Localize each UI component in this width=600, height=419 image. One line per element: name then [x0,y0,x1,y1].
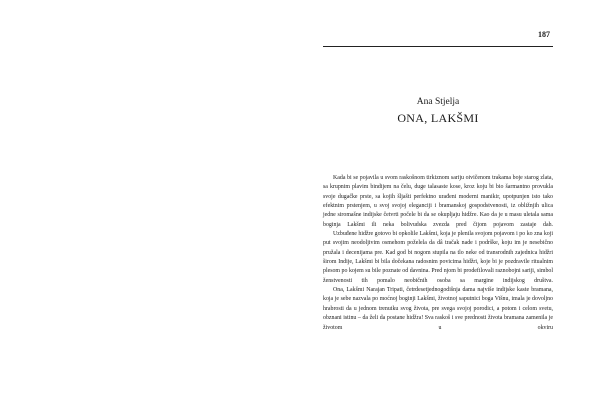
header-rule [323,46,553,47]
body-text [323,174,553,333]
page-number: 187 [538,30,550,39]
paragraph: Uzbuđene hidžre gotovo bi opkolile Lakšmi, koja je plenila svojom pojavom i po ko zna koji put svojim neodoljivim osmehom poželela da dâ tračak nade i podrške, koju im je nesebično pružala i decenijama pre. Kad god bi nogom stupila na tlo neke od transrodnih zajednica hidžri širom Indije, Lakšmi bi bila dočekana radosnim povicima hidžri, koje bi je pozdravile ritualnim plesom po kojem su bile poznate od davnina. Pred njom bi prodefilovali raznobojni sariji, simbol ženstvenosti tih pomalo neobičnih osoba sa margine indijskog društva. [323,231,553,284]
story-title: ONA, LAKŠMI [397,111,479,125]
author-name: Ana Stjelja [416,97,460,107]
paragraph: Ona, Lakšmi Narajan Tripati, četrdesetjednogodišnja dama najviše indijske kaste bramana, koja je sebe nazvala po moćnoj boginji Lakšmi, životnoj saputnici boga Višnu, imala je dovoljno hrabrosti da u jednom trenutku svog života, pre svega svojoj porodici, a potom i celom svetu, obznani istinu – da želi da postane hidžra! Sva raskoš i sve prednosti života bramana zamenila je životom u okviru [323,287,553,331]
paragraph: Kada bi se pojavila u svom raskošnom tirkiznom sariju oivičenom trakama boje starog zlata, sa krupnim plavim bindijem na čelu, duge talasaste kose, kroz koju bi bio šarmantno provukla svoje dugačke prste, sa kojih šljašti perfektno urađeni moderni manikir, upotpunjen isto tako efektnim prstenjem, u svoj svojoj eleganciji i bramanskoj gospodstvenosti, iz obližnjih ulica jedne siromašne indijske četvrti počele bi da se okupljaju hidžre. Kao da je u masu uletala sama boginja Lakšmi ili neka bolivudska zvezda pred čijom pojavom zastaje dah. [323,175,553,228]
